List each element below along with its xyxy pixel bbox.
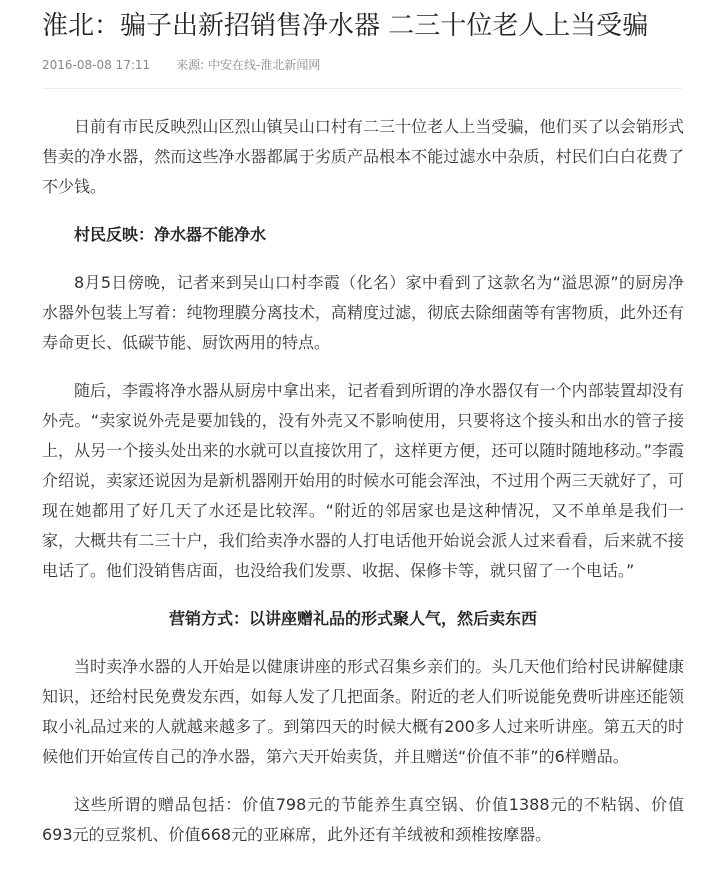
article-meta (42, 56, 320, 74)
subheading-marketing: 营销方式：以讲座赠礼品的形式聚人气，然后卖东西 (168, 609, 537, 628)
title-divider (42, 88, 682, 89)
paragraph-intro: 日前有市民反映烈山区烈山镇吴山口村有二三十位老人上当受骗，他们买了以会销形式售卖的净水器，然而这些净水器都属于劣质产品根本不能过滤水中杂质，村民们白白花费了不少钱。 (42, 117, 684, 196)
subheading-villager-report: 村民反映：净水器不能净水 (74, 225, 267, 244)
article-title: 淮北：骗子出新招销售净水器 二三十位老人上当受骗 (42, 11, 649, 41)
paragraph-lectures: 当时卖净水器的人开始是以健康讲座的形式召集乡亲们的。头几天他们给村民讲解健康知识，还给村民免费发东西，如每人发了几把面条。附近的老人们听说能免费听讲座还能领取小礼品过来的人就越来越多了。到第四天的时候大概有200多人过来听讲座。第五天的时候他们开始宣传自己的净水器，第六天开始卖货，并且赠送“价值不菲”的6样赠品。 (42, 657, 684, 766)
article-source: 来源: 中安在线-淮北新闻网 (176, 58, 321, 72)
paragraph-gifts: 这些所谓的赠品包括：价值798元的节能养生真空锅、价值1388元的不粘锅、价值693元的豆浆机、价值668元的亚麻席，此外还有羊绒被和颈椎按摩器。 (42, 795, 684, 844)
paragraph-visit: 8月5日傍晚，记者来到吴山口村李霞（化名）家中看到了这款名为“溢思源”的厨房净水器外包装上写着：纯物理膜分离技术，高精度过滤，彻底去除细菌等有害物质，此外还有寿命更长、低碳节能、厨饮两用的特点。 (42, 273, 684, 352)
publish-date: 2016-08-08 17:11 (42, 58, 151, 72)
article-body (42, 110, 684, 868)
paragraph-device: 随后，李霞将净水器从厨房中拿出来，记者看到所谓的净水器仅有一个内部装置却没有外壳。“卖家说外壳是要加钱的，没有外壳又不影响使用，只要将这个接头和出水的管子接上，从另一个接头处出来的水就可以直接饮用了，这样更方便，还可以随时随地移动。”李霞介绍说，卖家还说因为是新机器刚开始用的时候水可能会浑浊，不过用个两三天就好了，可现在她都用了好几天了水还是比较浑。“附近的邻居家也是这种情况，又不单单是我们一家，大概共有二三十户，我们给卖净水器的人打电话他开始说会派人过来看看，后来就不接电话了。他们没销售店面，也没给我们发票、收据、保修卡等，就只留了一个电话。” (42, 381, 684, 580)
